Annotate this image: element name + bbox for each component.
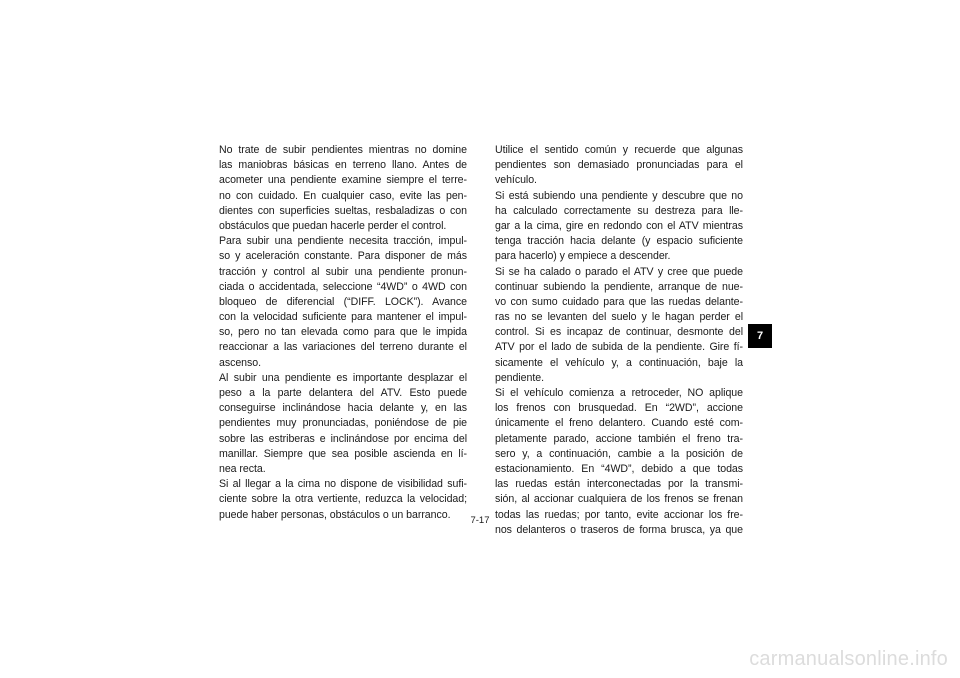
text-line: los frenos con brusquedad. En “2WD”, accione <box>495 402 743 415</box>
text-line: pletamente parado, accione también el freno tra- <box>495 432 743 445</box>
text-line: ha calculado correctamente su destreza para lle- <box>495 204 743 217</box>
text-line: ascenso. <box>219 356 262 369</box>
text-line: pendientes muy pronunciadas, poniéndose de pie <box>219 417 467 430</box>
text-line: manillar. Siempre que sea posible ascienda en lí- <box>219 447 467 460</box>
text-line: tenga tracción hacia delante (y espacio suficiente <box>495 235 743 248</box>
text-line: estacionamiento. En “4WD”, debido a que todas <box>495 462 743 475</box>
text-line: pendiente. <box>495 371 544 384</box>
text-line: tracción y control al subir una pendiente pronun- <box>219 265 467 278</box>
text-line: ciente sobre la otra vertiente, reduzca la velocidad; <box>219 493 467 506</box>
text-line: dientes con superficies sueltas, resbaladizas o con <box>219 204 467 217</box>
text-line: acometer una pendiente examine siempre el terre- <box>219 174 467 187</box>
text-line: Para subir una pendiente necesita tracción, impul- <box>219 235 467 248</box>
page-number: 7-17 <box>470 515 490 526</box>
text-line: ras no se levanten del suelo y le hagan perder el <box>495 311 743 324</box>
text-line: No trate de subir pendientes mientras no domine <box>219 144 467 156</box>
text-line: reaccionar a las variaciones del terreno durante el <box>219 341 467 354</box>
text-line: Si el vehículo comienza a retroceder, NO aplique <box>495 387 743 399</box>
text-line: vo con sumo cuidado para que las ruedas delante- <box>495 295 743 308</box>
text-line: Utilice el sentido común y recuerde que algunas <box>495 144 743 156</box>
chapter-tab[interactable]: 7 <box>748 324 772 348</box>
text-line: peso a la parte delantera del ATV. Esto puede <box>219 387 467 399</box>
text-line: so y aceleración constante. Para disponer de más <box>219 250 467 263</box>
text-line: nos delanteros o traseros de forma brusca, ya que <box>495 523 743 536</box>
text-line: sero y, a continuación, cambie a la posición de <box>495 447 743 460</box>
text-line: continuar subiendo la pendiente, arranque de nue- <box>495 280 743 293</box>
text-line: sión, al accionar cualquiera de los frenos se frenan <box>495 493 743 506</box>
text-line: puede haber personas, obstáculos o un barranco. <box>219 508 451 521</box>
left-text-column <box>219 143 467 523</box>
text-line: ATV por el lado de subida de la pendiente. Gire fí- <box>495 341 743 354</box>
text-line: las ruedas están interconectadas por la transmi- <box>495 478 743 491</box>
watermark: carmanualsonline.info <box>749 648 948 670</box>
text-line: Al subir una pendiente es importante desplazar el <box>219 371 467 384</box>
text-line: conseguirse inclinándose hacia delante y, en las <box>219 402 467 415</box>
text-line: nea recta. <box>219 462 266 475</box>
text-line: ciada o accidentada, seleccione “4WD” o 4WD con <box>219 280 467 293</box>
text-line: todas las ruedas; por tanto, evite accionar los fre- <box>495 508 743 521</box>
text-line: obstáculos que puedan hacerle perder el control. <box>219 219 447 232</box>
text-line: no con cuidado. En cualquier caso, evite las pen- <box>219 189 467 202</box>
text-line: Si está subiendo una pendiente y descubre que no <box>495 189 743 202</box>
text-line: sobre las estriberas e inclinándose por encima del <box>219 432 467 445</box>
text-line: únicamente el freno delantero. Cuando esté com- <box>495 417 743 430</box>
text-line: bloqueo de diferencial (“DIFF. LOCK”). Avance <box>219 295 467 308</box>
text-line: Si se ha calado o parado el ATV y cree que puede <box>495 265 743 278</box>
text-line: con la velocidad suficiente para mantener el impul- <box>219 311 467 324</box>
text-line: vehículo. <box>495 174 537 187</box>
text-line: para hacerlo) y empiece a descender. <box>495 250 671 263</box>
right-text-column <box>495 143 743 538</box>
text-line: gar a la cima, gire en redondo con el ATV mientras <box>495 219 743 232</box>
text-line: pendientes son demasiado pronunciadas para el <box>495 159 743 172</box>
text-line: Si al llegar a la cima no dispone de visibilidad sufi- <box>219 478 467 491</box>
text-line: sicamente el vehículo y, a continuación, baje la <box>495 356 743 369</box>
text-line: control. Si es incapaz de continuar, desmonte del <box>495 326 743 339</box>
text-line: las maniobras básicas en terreno llano. Antes de <box>219 159 467 172</box>
text-line: so, pero no tan elevada como para que le impida <box>219 326 467 339</box>
